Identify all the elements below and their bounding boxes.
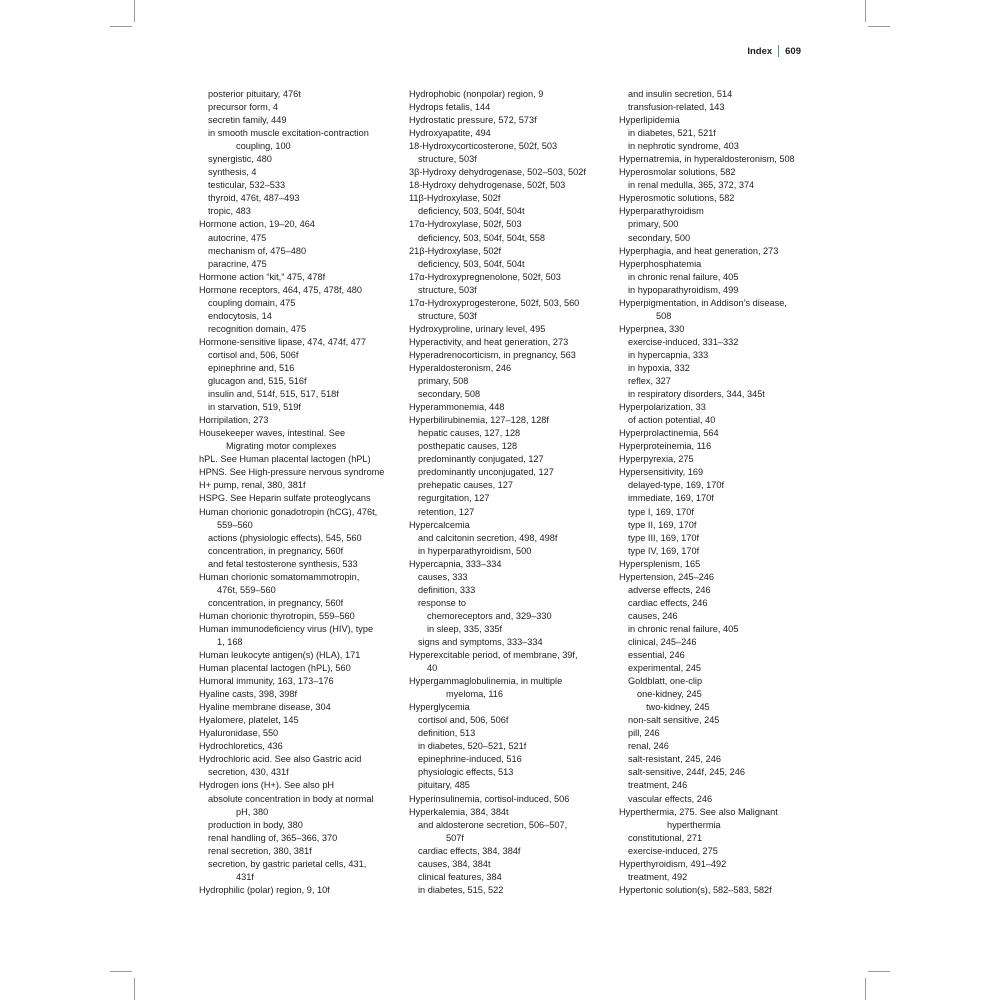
index-subentry: in hypercapnia, 333 <box>628 349 709 360</box>
index-subentry: type II, 169, 170f <box>628 519 697 530</box>
index-subentry: deficiency, 503, 504f, 504t <box>418 206 525 217</box>
index-subentry: non-salt sensitive, 245 <box>628 715 720 726</box>
index-subentry: secondary, 508 <box>418 389 481 400</box>
index-subentry: 431f <box>236 871 254 882</box>
index-subentry: absolute concentration in body at normal <box>208 793 374 804</box>
index-subentry: in respiratory disorders, 344, 345t <box>628 389 765 400</box>
index-entry: 21β-Hydroxylase, 502f <box>409 245 502 256</box>
index-subentry: myeloma, 116 <box>446 689 504 700</box>
index-subentry: in smooth muscle excitation-contraction <box>208 128 369 139</box>
index-subentry: hyperthermia <box>667 819 721 830</box>
index-subentry: causes, 333 <box>418 571 468 582</box>
index-subentry: exercise-induced, 331–332 <box>628 336 739 347</box>
index-entry: 17α-Hydroxylase, 502f, 503 <box>409 219 522 230</box>
index-subentry: 508 <box>656 310 672 321</box>
index-column-3 <box>619 88 814 897</box>
crop-mark-top-left-h <box>110 26 132 27</box>
index-subentry: predominantly conjugated, 127 <box>418 454 544 465</box>
page-number: 609 <box>785 45 801 57</box>
index-entry: Hyperaldosteronism, 246 <box>409 362 512 373</box>
index-subentry: definition, 513 <box>418 728 476 739</box>
index-subentry: exercise-induced, 275 <box>628 845 718 856</box>
index-entry: Hyperkalemia, 384, 384t <box>409 806 509 817</box>
index-subentry: transfusion-related, 143 <box>628 102 725 113</box>
index-entry: HPNS. See High-pressure nervous syndrome <box>199 467 385 478</box>
index-subentry: physiologic effects, 513 <box>418 767 514 778</box>
index-subentry: type IV, 169, 170f <box>628 545 700 556</box>
index-entry: Hyperlipidemia <box>619 115 680 126</box>
index-entry: Hyperinsulinemia, cortisol-induced, 506 <box>409 793 570 804</box>
index-subentry: of action potential, 40 <box>628 415 716 426</box>
index-subentry: secondary, 500 <box>628 232 691 243</box>
index-subentry: one-kidney, 245 <box>637 689 702 700</box>
index-subentry: type I, 169, 170f <box>628 506 694 517</box>
index-subentry: in sleep, 335, 335f <box>427 623 503 634</box>
index-subentry: insulin and, 514f, 515, 517, 518f <box>208 389 339 400</box>
index-entry: 3β-Hydroxy dehydrogenase, 502–503, 502f <box>409 167 586 178</box>
index-subentry: concentration, in pregnancy, 560f <box>208 545 344 556</box>
index-subentry: and calcitonin secretion, 498, 498f <box>418 532 558 543</box>
index-subentry: in chronic renal failure, 405 <box>628 271 739 282</box>
index-subentry: coupling, 100 <box>236 141 291 152</box>
index-entry: Hyperadrenocorticism, in pregnancy, 563 <box>409 349 576 360</box>
index-subentry: secretion, 430, 431f <box>208 767 289 778</box>
index-subentry: immediate, 169, 170f <box>628 493 714 504</box>
index-entry: Human placental lactogen (hPL), 560 <box>199 663 351 674</box>
index-entry: Hypersensitivity, 169 <box>619 467 704 478</box>
index-entry: Hyalomere, platelet, 145 <box>199 715 299 726</box>
index-entry: Hyperproteinemia, 116 <box>619 441 712 452</box>
index-subentry: in diabetes, 520–521, 521f <box>418 741 527 752</box>
index-entry: Hyperosmotic solutions, 582 <box>619 193 735 204</box>
index-entry: Hyaline membrane disease, 304 <box>199 702 331 713</box>
index-subentry: synthesis, 4 <box>208 167 257 178</box>
index-entry: Hyperpyrexia, 275 <box>619 454 694 465</box>
index-entry: Hydrostatic pressure, 572, 573f <box>409 115 537 126</box>
index-subentry: posthepatic causes, 128 <box>418 441 518 452</box>
index-subentry: 476t, 559–560 <box>217 584 276 595</box>
index-subentry: treatment, 246 <box>628 780 688 791</box>
index-entry: Horripilation, 273 <box>199 415 269 426</box>
crop-mark-bottom-left-v <box>134 978 135 1000</box>
index-subentry: in hyperparathyroidism, 500 <box>418 545 532 556</box>
index-subentry: constitutional, 271 <box>628 832 703 843</box>
index-subentry: in starvation, 519, 519f <box>208 402 301 413</box>
index-entry: Hyperthyroidism, 491–492 <box>619 858 727 869</box>
index-entry: Hyperactivity, and heat generation, 273 <box>409 336 569 347</box>
index-subentry: clinical features, 384 <box>418 871 502 882</box>
index-subentry: primary, 508 <box>418 376 469 387</box>
index-subentry: cortisol and, 506, 506f <box>208 349 299 360</box>
index-entry: Hyperglycemia <box>409 702 470 713</box>
index-subentry: in diabetes, 515, 522 <box>418 884 504 895</box>
index-subentry: chemoreceptors and, 329–330 <box>427 610 552 621</box>
index-subentry: testicular, 532–533 <box>208 180 286 191</box>
index-subentry: experimental, 245 <box>628 663 702 674</box>
index-entry: Hormone action, 19–20, 464 <box>199 219 315 230</box>
index-subentry: in hypoparathyroidism, 499 <box>628 284 739 295</box>
index-subentry: structure, 503f <box>418 310 477 321</box>
index-entry: 17α-Hydroxypregnenolone, 502f, 503 <box>409 271 561 282</box>
index-subentry: regurgitation, 127 <box>418 493 490 504</box>
index-entry: Hyperosmolar solutions, 582 <box>619 167 736 178</box>
crop-mark-top-right-v <box>865 0 866 22</box>
index-entry: Hydrogen ions (H+). See also pH <box>199 780 335 791</box>
index-subentry: secretion, by gastric parietal cells, 431, <box>208 858 367 869</box>
index-subentry: epinephrine and, 516 <box>208 362 295 373</box>
index-entry: Human chorionic gonadotropin (hCG), 476t, <box>199 506 378 517</box>
index-subentry: mechanism of, 475–480 <box>208 245 307 256</box>
index-entry: Housekeeper waves, intestinal. See <box>199 428 346 439</box>
index-subentry: paracrine, 475 <box>208 258 267 269</box>
index-subentry: clinical, 245–246 <box>628 636 697 647</box>
crop-mark-bottom-right-h <box>868 971 890 972</box>
index-entry: Hyperphosphatemia <box>619 258 702 269</box>
header-separator <box>778 45 779 57</box>
index-subentry: structure, 503f <box>418 154 477 165</box>
index-entry: 18-Hydroxy dehydrogenase, 502f, 503 <box>409 180 566 191</box>
crop-mark-bottom-right-v <box>865 978 866 1000</box>
index-subentry: secretin family, 449 <box>208 115 287 126</box>
index-subentry: and insulin secretion, 514 <box>628 89 733 99</box>
index-subentry: causes, 246 <box>628 610 678 621</box>
index-subentry: in nephrotic syndrome, 403 <box>628 141 739 152</box>
index-entry: Hypernatremia, in hyperaldosteronism, 508 <box>619 154 795 165</box>
index-subentry: synergistic, 480 <box>208 154 272 165</box>
index-entry: 11β-Hydroxylase, 502f <box>409 193 501 204</box>
index-entry: Hypercapnia, 333–334 <box>409 558 502 569</box>
index-entry: Human leukocyte antigen(s) (HLA), 171 <box>199 650 361 661</box>
index-subentry: concentration, in pregnancy, 560f <box>208 597 344 608</box>
index-entry: Hormone action “kit,” 475, 478f <box>199 271 326 282</box>
index-subentry: renal, 246 <box>628 741 669 752</box>
index-entry: Hypergammaglobulinemia, in multiple <box>409 676 563 687</box>
index-entry: Hyperexcitable period, of membrane, 39f, <box>409 650 578 661</box>
index-subentry: pH, 380 <box>236 806 269 817</box>
index-entry: 17α-Hydroxyprogesterone, 502f, 503, 560 <box>409 297 580 308</box>
index-subentry: cardiac effects, 246 <box>628 597 708 608</box>
index-subentry: actions (physiologic effects), 545, 560 <box>208 532 362 543</box>
index-subentry: posterior pituitary, 476t <box>208 89 301 99</box>
index-entry: Human chorionic thyrotropin, 559–560 <box>199 610 355 621</box>
index-entry: Hyaluronidase, 550 <box>199 728 279 739</box>
index-subentry: type III, 169, 170f <box>628 532 699 543</box>
index-subentry: autocrine, 475 <box>208 232 267 243</box>
index-subentry: 559–560 <box>217 519 253 530</box>
index-subentry: salt-resistant, 245, 246 <box>628 754 721 765</box>
index-subentry: coupling domain, 475 <box>208 297 296 308</box>
index-entry: Hyperammonemia, 448 <box>409 402 505 413</box>
index-subentry: glucagon and, 515, 516f <box>208 376 307 387</box>
index-entry: Hormone-sensitive lipase, 474, 474f, 477 <box>199 336 367 347</box>
index-column-1 <box>199 88 399 897</box>
index-subentry: predominantly unconjugated, 127 <box>418 467 554 478</box>
index-subentry: cardiac effects, 384, 384f <box>418 845 521 856</box>
index-entry: Hydrochloretics, 436 <box>199 741 283 752</box>
index-entry: Hyperbilirubinemia, 127–128, 128f <box>409 415 549 426</box>
index-subentry: renal secretion, 380, 381f <box>208 845 312 856</box>
index-entry: Human chorionic somatomammotropin, <box>199 571 360 582</box>
index-subentry: renal handling of, 365–366, 370 <box>208 832 338 843</box>
crop-mark-top-right-h <box>868 26 890 27</box>
index-subentry: vascular effects, 246 <box>628 793 713 804</box>
index-entry: 18-Hydroxycorticosterone, 502f, 503 <box>409 141 558 152</box>
index-subentry: structure, 503f <box>418 284 477 295</box>
section-title: Index <box>747 45 773 57</box>
running-header <box>747 45 801 57</box>
index-subentry: hepatic causes, 127, 128 <box>418 428 521 439</box>
index-subentry: in renal medulla, 365, 372, 374 <box>628 180 755 191</box>
index-subentry: in hypoxia, 332 <box>628 362 690 373</box>
index-entry: Hydrochloric acid. See also Gastric acid <box>199 754 362 765</box>
index-entry: Hyperthermia, 275. See also Malignant <box>619 806 778 817</box>
index-entry: Humoral immunity, 163, 173–176 <box>199 676 334 687</box>
index-entry: Hydrophobic (nonpolar) region, 9 <box>409 89 544 99</box>
index-subentry: signs and symptoms, 333–334 <box>418 636 543 647</box>
index-subentry: endocytosis, 14 <box>208 310 272 321</box>
index-entry: hPL. See Human placental lactogen (hPL) <box>199 454 371 465</box>
index-subentry: 507f <box>446 832 464 843</box>
index-subentry: thyroid, 476t, 487–493 <box>208 193 300 204</box>
index-entry: Hyperparathyroidism <box>619 206 704 217</box>
index-entry: HSPG. See Heparin sulfate proteoglycans <box>199 493 371 504</box>
index-subentry: 1, 168 <box>217 636 243 647</box>
index-subentry: two-kidney, 245 <box>646 702 710 713</box>
index-entry: Hormone receptors, 464, 475, 478f, 480 <box>199 284 362 295</box>
index-subentry: causes, 384, 384t <box>418 858 491 869</box>
crop-mark-bottom-left-h <box>110 971 132 972</box>
index-entry: Hypersplenism, 165 <box>619 558 701 569</box>
index-subentry: retention, 127 <box>418 506 475 517</box>
index-entry: Hydroxyproline, urinary level, 495 <box>409 323 546 334</box>
index-subentry: Goldblatt, one-clip <box>628 676 703 687</box>
index-entry: Hypertension, 245–246 <box>619 571 715 582</box>
index-subentry: Migrating motor complexes <box>226 441 337 452</box>
index-entry: H+ pump, renal, 380, 381f <box>199 480 306 491</box>
index-entry: Hyperprolactinemia, 564 <box>619 428 719 439</box>
index-subentry: pill, 246 <box>628 728 660 739</box>
index-subentry: prehepatic causes, 127 <box>418 480 514 491</box>
index-subentry: salt-sensitive, 244f, 245, 246 <box>628 767 745 778</box>
index-entry: Hydrops fetalis, 144 <box>409 102 491 113</box>
index-entry: Hyperpnea, 330 <box>619 323 685 334</box>
index-entry: Hyaline casts, 398, 398f <box>199 689 298 700</box>
index-subentry: deficiency, 503, 504f, 504t, 558 <box>418 232 546 243</box>
index-subentry: in chronic renal failure, 405 <box>628 623 739 634</box>
index-subentry: reflex, 327 <box>628 376 671 387</box>
index-subentry: cortisol and, 506, 506f <box>418 715 509 726</box>
index-subentry: primary, 500 <box>628 219 679 230</box>
index-subentry: essential, 246 <box>628 650 685 661</box>
index-subentry: recognition domain, 475 <box>208 323 307 334</box>
index-subentry: production in body, 380 <box>208 819 303 830</box>
index-subentry: treatment, 492 <box>628 871 688 882</box>
index-subentry: precursor form, 4 <box>208 102 278 113</box>
index-entry: Hydroxyapatite, 494 <box>409 128 491 139</box>
index-entry: Human immunodeficiency virus (HIV), type <box>199 623 374 634</box>
index-subentry: definition, 333 <box>418 584 476 595</box>
index-entry: Hyperpigmentation, in Addison’s disease, <box>619 297 787 308</box>
index-entry: Hypertonic solution(s), 582–583, 582f <box>619 884 772 895</box>
index-entry: Hypercalcemia <box>409 519 470 530</box>
index-subentry: delayed-type, 169, 170f <box>628 480 725 491</box>
index-entry: Hyperphagia, and heat generation, 273 <box>619 245 779 256</box>
index-subentry: deficiency, 503, 504f, 504t <box>418 258 525 269</box>
index-subentry: in diabetes, 521, 521f <box>628 128 716 139</box>
index-entry: Hyperpolarization, 33 <box>619 402 706 413</box>
index-subentry: tropic, 483 <box>208 206 251 217</box>
index-column-2 <box>409 88 609 897</box>
index-subentry: and fetal testosterone synthesis, 533 <box>208 558 358 569</box>
index-subentry: adverse effects, 246 <box>628 584 711 595</box>
index-subentry: pituitary, 485 <box>418 780 470 791</box>
index-subentry: epinephrine-induced, 516 <box>418 754 522 765</box>
crop-mark-top-left-v <box>134 0 135 22</box>
index-entry: Hydrophilic (polar) region, 9, 10f <box>199 884 330 895</box>
index-subentry: and aldosterone secretion, 506–507, <box>418 819 568 830</box>
index-subentry: response to <box>418 597 467 608</box>
index-subentry: 40 <box>427 663 438 674</box>
